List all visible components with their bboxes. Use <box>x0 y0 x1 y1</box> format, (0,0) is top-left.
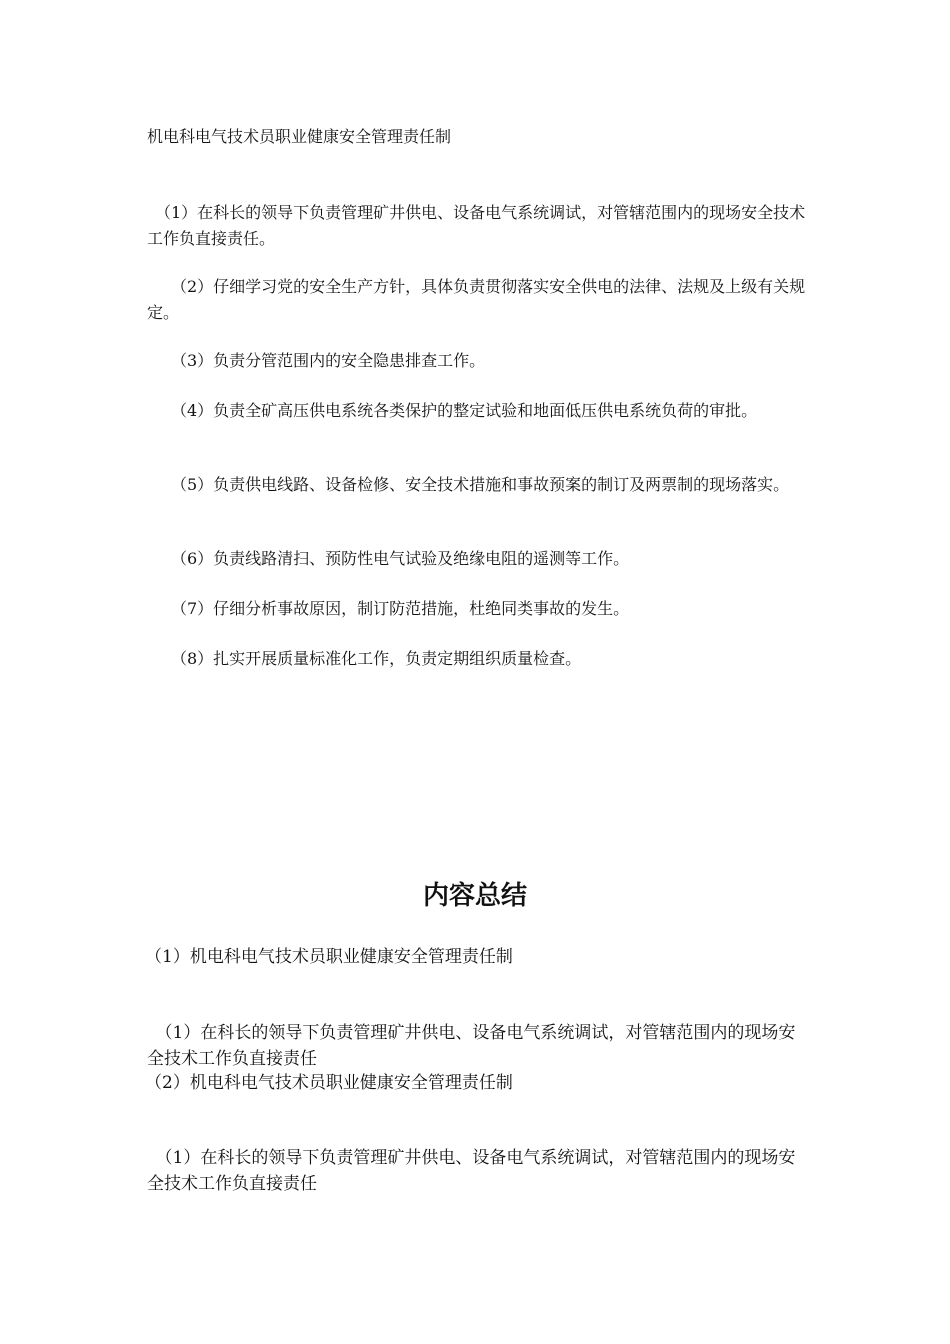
paragraph-1: （1）在科长的领导下负责管理矿井供电、设备电气系统调试，对管辖范围内的现场安全技术工作负直接责任。 <box>147 203 806 248</box>
summary-item-1: （1）机电科电气技术员职业健康安全管理责任制 <box>145 947 513 967</box>
paragraph-2: （2）仔细学习党的安全生产方针，具体负责贯彻落实安全供电的法律、法规及上级有关规定。 <box>147 277 806 322</box>
summary-item-4: （1）在科长的领导下负责管理矿井供电、设备电气系统调试，对管辖范围内的现场安全技术工作负直接责任 <box>147 1148 796 1194</box>
paragraph-6: （6）负责线路清扫、预防性电气试验及绝缘电阻的遥测等工作。 <box>147 549 630 568</box>
document-title: 机电科电气技术员职业健康安全管理责任制 <box>147 127 452 146</box>
paragraph-5: （5）负责供电线路、设备检修、安全技术措施和事故预案的制订及两票制的现场落实。 <box>147 475 790 494</box>
summary-item-3: （2）机电科电气技术员职业健康安全管理责任制 <box>145 1073 513 1093</box>
paragraph-4: （4）负责全矿高压供电系统各类保护的整定试验和地面低压供电系统负荷的审批。 <box>147 401 758 420</box>
paragraph-8: （8）扎实开展质量标准化工作，负责定期组织质量检查。 <box>147 649 582 668</box>
paragraph-7: （7）仔细分析事故原因，制订防范措施，杜绝同类事故的发生。 <box>147 599 630 618</box>
summary-title: 内容总结 <box>422 881 527 911</box>
paragraph-3: （3）负责分管范围内的安全隐患排查工作。 <box>147 351 486 370</box>
summary-item-2: （1）在科长的领导下负责管理矿井供电、设备电气系统调试，对管辖范围内的现场安全技术工作负直接责任 <box>147 1023 796 1069</box>
